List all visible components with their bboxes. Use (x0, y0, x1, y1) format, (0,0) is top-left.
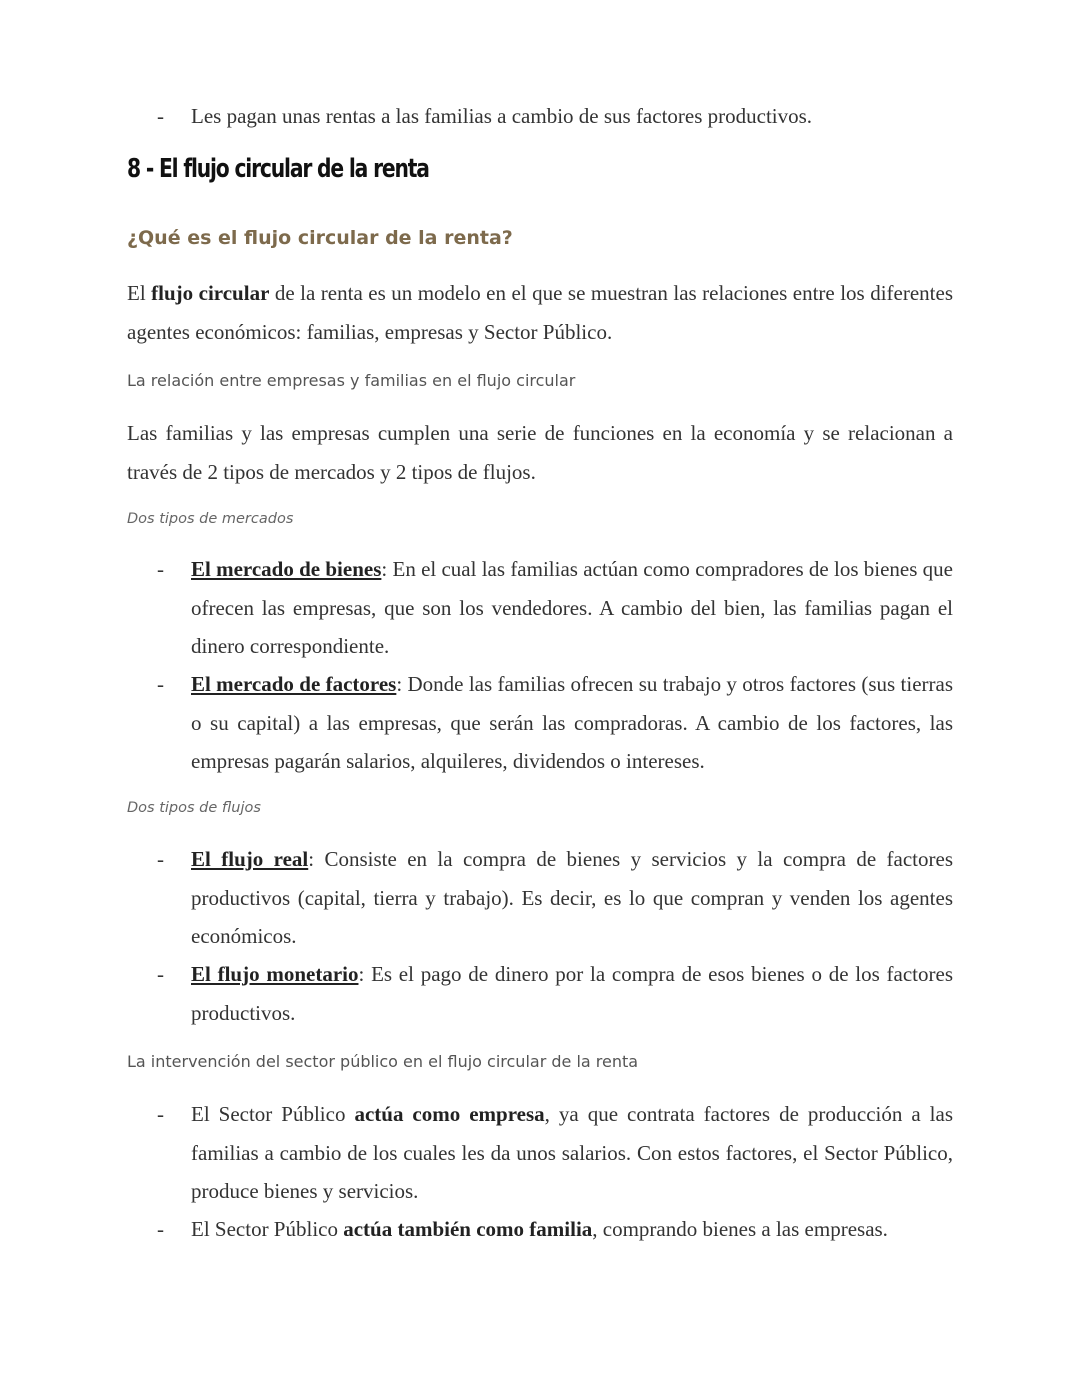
definition-text-start: El (127, 281, 152, 305)
public-sector-heading: La intervención del sector público en el flujo circular de la renta (127, 1052, 639, 1071)
bullet-dash: - (157, 1102, 164, 1126)
market-goods-text: : En el cual las familias actúan como compradores de los bienes que ofrecen las empresas, que son los vendedores. A cambio del bien, las familias pagan el dinero correspondiente. (191, 557, 953, 658)
public-family-text-end: , comprando bienes a las empresas. (592, 1217, 888, 1241)
flow-monetary-text: : Es el pago de dinero por la compra de esos bienes o de los factores productivos. (191, 962, 953, 1025)
relation-heading: La relación entre empresas y familias en el flujo circular (127, 371, 576, 390)
market-factors-text: : Donde las familias ofrecen su trabajo y otros factores (sus tierras o su capital) a las empresas, que serán las compradoras. A cambio de los factores, las empresas pagarán salarios, alquileres, dividendos o intereses. (191, 672, 953, 773)
public-as-company-item (127, 1095, 953, 1211)
market-factors-term: El mercado de factores (191, 672, 397, 696)
markets-heading: Dos tipos de mercados (127, 511, 294, 527)
flow-real-text: : Consiste en la compra de bienes y servicios y la compra de factores productivos (capital, tierra y trabajo). Es decir, es lo que compran y venden los agentes económicos. (191, 847, 953, 948)
public-as-family-item (127, 1210, 953, 1249)
definition-text-end: de la renta es un modelo en el que se muestran las relaciones entre los diferentes agentes económicos: familias, empresas y Sector Público. (127, 281, 953, 344)
market-goods-item (127, 550, 953, 666)
definition-paragraph (127, 274, 953, 351)
bullet-dash: - (157, 104, 164, 128)
market-goods-term: El mercado de bienes (191, 557, 382, 581)
intro-bullet (127, 97, 953, 136)
public-company-bold: actúa como empresa (354, 1102, 545, 1126)
section-title: 8 - El flujo circular de la renta (127, 154, 429, 184)
public-company-text-start: El Sector Público (191, 1102, 355, 1126)
flow-monetary-item (127, 955, 953, 1032)
bullet-dash: - (157, 962, 164, 986)
market-factors-item (127, 665, 953, 781)
definition-bold-term: flujo circular (151, 281, 270, 305)
bullet-dash: - (157, 672, 164, 696)
flow-real-term: El flujo real (191, 847, 309, 871)
public-family-bold: actúa también como familia (343, 1217, 593, 1241)
bullet-dash: - (157, 557, 164, 581)
question-heading: ¿Qué es el flujo circular de la renta? (127, 227, 513, 249)
bullet-dash: - (157, 847, 164, 871)
bullet-dash: - (157, 1217, 164, 1241)
relation-paragraph: Las familias y las empresas cumplen una serie de funciones en la economía y se relacionan a través de 2 tipos de mercados y 2 tipos de flujos. (127, 421, 953, 484)
public-family-text-start: El Sector Público (191, 1217, 344, 1241)
flows-heading: Dos tipos de flujos (127, 800, 261, 816)
flow-monetary-term: El flujo monetario (191, 962, 359, 986)
flow-real-item (127, 840, 953, 956)
public-company-text-end: , ya que contrata factores de producción a las familias a cambio de los cuales les da unos salarios. Con estos factores, el Sector Público, produce bienes y servicios. (191, 1102, 953, 1203)
intro-bullet-text: Les pagan unas rentas a las familias a cambio de sus factores productivos. (191, 104, 813, 128)
